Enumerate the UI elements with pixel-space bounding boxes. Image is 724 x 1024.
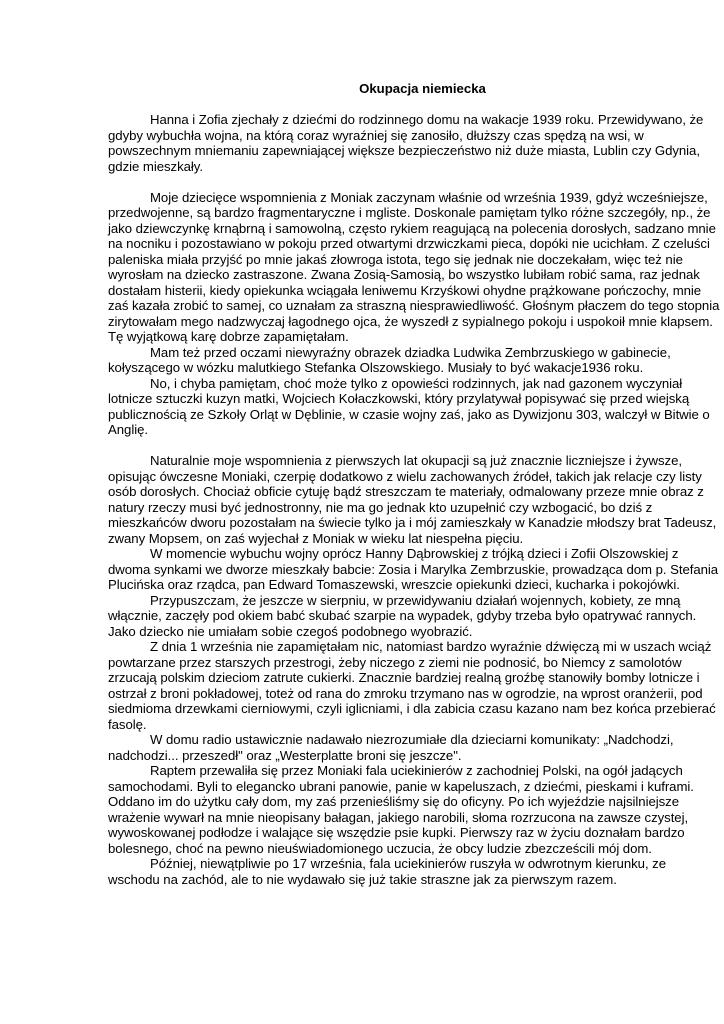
paragraph-2: Moje dziecięce wspomnienia z Moniak zaczynam właśnie od września 1939, gdyż wcześniejsze, przedwojenne, są bardzo fragmentaryczne i mgliste. Doskonale pamiętam tylko różne szczegóły, np., że jako dziewczynkę krnąbrną i samowolną, często rykiem reagującą na polecenia dorosłych, sadzano mnie na nocniku i pozostawiano w pokoju przed otwartymi drzwiczkami pieca, dopóki nie ucichłam. Z czeluści paleniska miała przyjść po mnie jakaś złowroga istota, tego się jednak nie doczekałam, więc też nie wyrosłam na dziecko zastraszone. Zwana Zosią-Samosią, bo wszystko lubiłam robić sama, raz jednak dostałam histerii, kiedy opiekunka wciągała leniwemu Krzyśkowi ohydne prążkowane pończochy, mnie zaś kazała zrobić to samej, co uznałam za straszną niesprawiedliwość. Głośnym płaczem do tego stopnia zirytowałam mego nadzwyczaj łagodnego ojca, że wyszedł z sypialnego pokoju i uspokoił mnie klapsem. Tę wyjątkową karę dobrze zapamiętałam. (108, 189, 720, 344)
paragraph-10: Raptem przewaliła się przez Moniaki fala uciekinierów z zachodniej Polski, na ogół jadących samochodami. Byli to elegancko ubrani panowie, panie w kapeluszach, z dziećmi, pieskami i kuframi. Oddano im do użytku cały dom, my zaś przenieśliśmy się do oficyny. Po ich wyjeździe najsilniejsze wrażenie wywarł na mnie nieopisany bałagan, jakiego narobili, słoma rozrzucona na zawsze czystej, wywoskowanej podłodze i walające się wszędzie psie kupki. Pierwszy raz w życiu doznałam bardzo bolesnego, choć na pewno nieuświadomionego uczucia, że obcy ludzie zbezcześcili mój dom. (108, 763, 694, 856)
document-page (108, 81, 721, 887)
paragraph-5: Naturalnie moje wspomnienia z pierwszych lat okupacji są już znacznie liczniejsze i żywsze, opisując ówczesne Moniaki, czerpię dodatkowo z wielu zachowanych źródeł, takich jak relacje czy listy osób dorosłych. Chociaż obficie cytuję bądź streszczam te materiały, odmalowany przeze mnie obraz z natury rzeczy musi być jednostronny, nie ma go jednak kto uzupełnić czy wzbogacić, bo dziś z mieszkańców dworu pozostałam na świecie tylko ja i mój zamieszkały w Kanadzie młodszy brat Tadeusz, zwany Mopsem, on zaś wyjechał z Moniak w wieku lat niespełna pięciu. (108, 453, 717, 546)
paragraph-3: Mam też przed oczami niewyraźny obrazek dziadka Ludwika Zembrzuskiego w gabinecie, kołyszącego w wózku malutkiego Stefanka Olszowskiego. Musiały to być wakacje1936 roku. (108, 344, 671, 375)
paragraph-1: Hanna i Zofia zjechały z dziećmi do rodzinnego domu na wakacje 1939 roku. Przewidywano, że gdyby wybuchła wojna, na którą coraz wyraźniej się zanosiło, dłuższy czas spędzą na wsi, w powszechnym mniemaniu zapewniającej większe bezpieczeństwo niż duże miasta, Lublin czy Gdynia, gdzie mieszkały. (108, 112, 704, 174)
paragraph-gap (108, 174, 721, 190)
paragraph-gap (108, 438, 721, 454)
paragraph-7: Przypuszczam, że jeszcze w sierpniu, w przewidywaniu działań wojennych, kobiety, ze mną włącznie, zaczęły pod okiem babć skubać szarpie na wypadek, gdyby trzeba było opatrywać rannych. Jako dziecko nie umiałam sobie czegoś podobnego wyobrazić. (108, 592, 697, 639)
document-title: Okupacja niemiecka (359, 81, 486, 96)
paragraph-11: Później, niewątpliwie po 17 września, fala uciekinierów ruszyła w odwrotnym kierunku, ze wschodu na zachód, ale to nie wydawało się już takie straszne jak za pierwszym razem. (108, 856, 667, 887)
paragraph-8: Z dnia 1 września nie zapamiętałam nic, natomiast bardzo wyraźnie dźwięczą mi w uszach wciąż powtarzane przez starszych przestrogi, żeby niczego z ziemi nie podnosić, bo Niemcy z samolotów zrzucają polskim dzieciom zatrute cukierki. Znacznie bardziej realną groźbę stanowiły bomby lotnicze i ostrzał z broni pokładowej, toteż od rana do zmroku trzymano nas w ogrodzie, na wprost oranżerii, pod siedmioma drzewkami cierniowymi, czyli iglicniami, i dla zabicia czasu kazano nam bez końca przebierać fasolę. (108, 639, 716, 732)
paragraph-6: W momencie wybuchu wojny oprócz Hanny Dąbrowskiej z trójką dzieci i Zofii Olszowskiej z dwoma synkami we dworze mieszkały babcie: Zosia i Marylka Zembrzuskie, prowadząca dom p. Stefania Plucińska oraz rządca, pan Edward Tomaszewski, wreszcie opiekunki dzieci, kucharka i pokojówki. (108, 546, 719, 592)
paragraph-9: W domu radio ustawicznie nadawało niezrozumiałe dla dzieciarni komunikaty: „Nadchodzi, nadchodzi... przeszedł" oraz „Westerplatte broni się jeszcze". (108, 732, 674, 763)
paragraph-4: No, i chyba pamiętam, choć może tylko z opowieści rodzinnych, jak nad gazonem wyczyniał lotnicze sztuczki kuzyn matki, Wojciech Kołaczkowski, który przylatywał popisywać się przed wiejską publicznością ze Szkoły Orląt w Dęblinie, w czasie wojny zaś, jako as Dywizjonu 303, walczył w Bitwie o Anglię. (108, 375, 710, 437)
